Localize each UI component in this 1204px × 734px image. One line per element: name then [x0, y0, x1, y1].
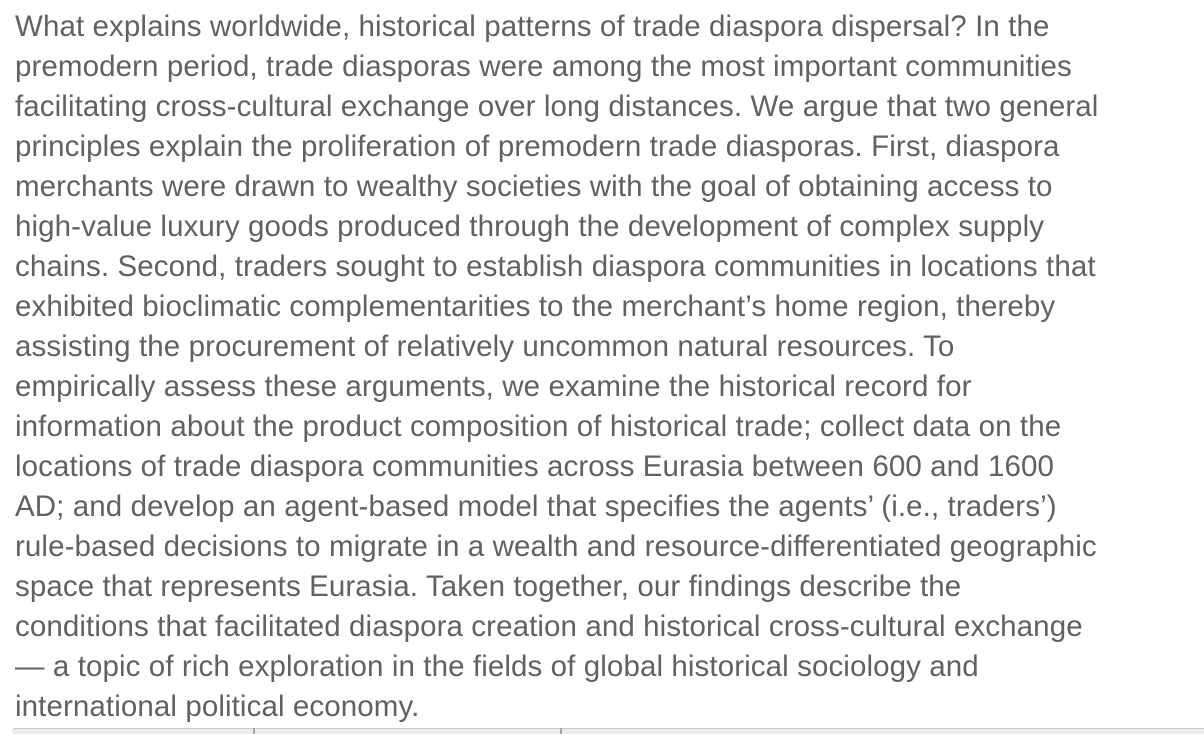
text-line: locations of trade diaspora communities across Eurasia between 600 and 1600: [15, 450, 1054, 483]
text-line: space that represents Eurasia. Taken together, our findings describe the: [15, 570, 962, 603]
abstract-text: [15, 7, 1194, 727]
text-line: merchants were drawn to wealthy societies with the goal of obtaining access to: [15, 170, 1053, 203]
text-line: facilitating cross-cultural exchange over long distances. We argue that two general: [15, 90, 1099, 123]
text-line: assisting the procurement of relatively uncommon natural resources. To: [15, 330, 955, 363]
table-edge-divider: [560, 728, 562, 734]
text-line: exhibited bioclimatic complementarities to the merchant’s home region, thereby: [15, 290, 1056, 323]
text-line: conditions that facilitated diaspora creation and historical cross-cultural exchange: [15, 610, 1083, 643]
text-line: chains. Second, traders sought to establish diaspora communities in locations that: [15, 250, 1096, 283]
text-line: premodern period, trade diasporas were among the most important communities: [15, 50, 1072, 83]
text-line: AD; and develop an agent-based model that specifies the agents’ (i.e., traders’): [15, 490, 1057, 523]
text-line: empirically assess these arguments, we examine the historical record for: [15, 370, 972, 403]
text-line: information about the product composition of historical trade; collect data on the: [15, 410, 1062, 443]
table-edge-divider: [253, 728, 255, 734]
text-line: — a topic of rich exploration in the fields of global historical sociology and: [15, 650, 979, 683]
text-line: high-value luxury goods produced through the development of complex supply: [15, 210, 1045, 243]
text-line: rule-based decisions to migrate in a wealth and resource-differentiated geographic: [15, 530, 1097, 563]
text-line: What explains worldwide, historical patterns of trade diaspora dispersal? In the: [15, 10, 1050, 43]
text-line: principles explain the proliferation of premodern trade diasporas. First, diaspora: [15, 130, 1060, 163]
bottom-table-edge: [12, 728, 1204, 734]
text-line: international political economy.: [15, 690, 420, 723]
